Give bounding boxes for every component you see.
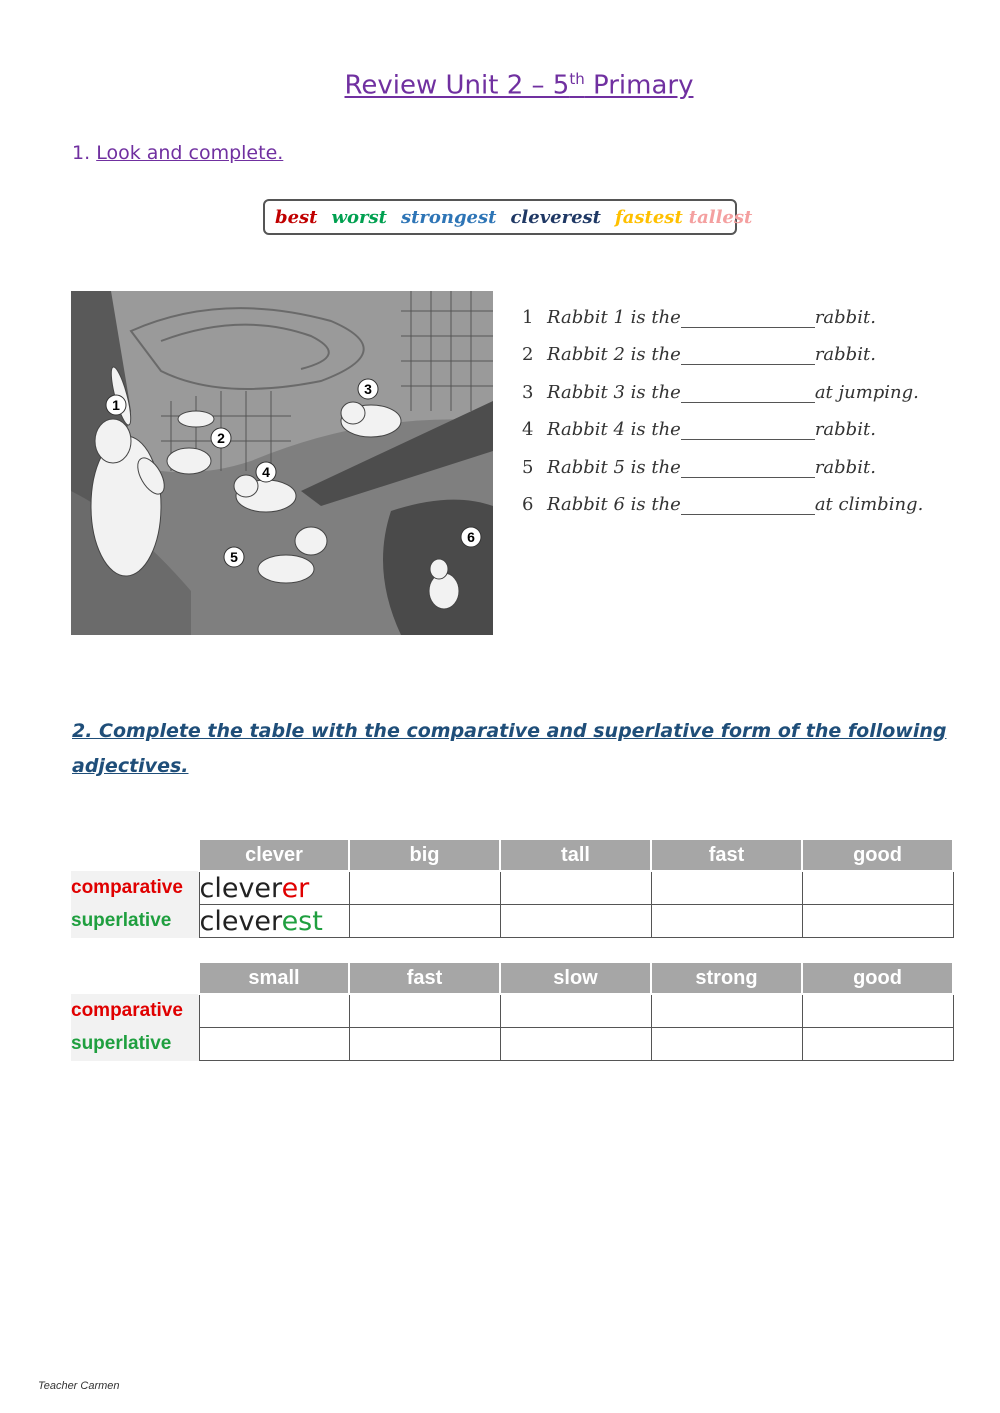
answer-blank[interactable] [681, 496, 815, 515]
table-header: good [802, 962, 953, 994]
picture-label: 5 [230, 549, 238, 565]
word-bank-item: tallest [688, 206, 753, 228]
table-header: good [802, 839, 953, 871]
answer-cell[interactable] [349, 994, 500, 1028]
answer-cell[interactable] [199, 994, 349, 1028]
answer-cell[interactable] [802, 905, 953, 938]
sentence-item: 3 Rabbit 3 is the at jumping. [522, 381, 919, 403]
picture-label: 1 [112, 397, 120, 413]
answer-cell[interactable] [802, 1028, 953, 1061]
word-bank-item: best [275, 206, 318, 228]
table-header: fast [349, 962, 500, 994]
answer-cell[interactable] [500, 871, 651, 905]
table-row [71, 1028, 953, 1061]
answer-cell[interactable] [500, 1028, 651, 1061]
table-header: strong [651, 962, 802, 994]
footer-author: Teacher Carmen [38, 1380, 120, 1392]
table-header: small [199, 962, 349, 994]
answer-blank[interactable] [681, 421, 815, 440]
row-label-comparative: comparative [71, 994, 199, 1028]
adjectives-table-1 [71, 838, 954, 938]
word-bank-item: worst [331, 206, 387, 228]
picture-label: 4 [262, 464, 270, 480]
table-header: slow [500, 962, 651, 994]
answer-cell[interactable] [500, 905, 651, 938]
rabbits-illustration [71, 291, 493, 635]
sentence-item: 1 Rabbit 1 is the rabbit. [522, 306, 876, 328]
picture-label: 2 [217, 430, 225, 446]
answer-cell[interactable] [651, 994, 802, 1028]
row-label-comparative: comparative [71, 871, 199, 905]
table-row [71, 871, 953, 905]
answer-blank[interactable] [681, 346, 815, 365]
answer-blank[interactable] [681, 309, 815, 328]
example-answer: cleverest [199, 905, 349, 938]
answer-cell[interactable] [651, 905, 802, 938]
answer-cell[interactable] [802, 994, 953, 1028]
answer-cell[interactable] [500, 994, 651, 1028]
table-header: fast [651, 839, 802, 871]
table-header: big [349, 839, 500, 871]
row-label-superlative: superlative [71, 905, 199, 938]
table-corner [71, 839, 199, 871]
answer-cell[interactable] [802, 871, 953, 905]
answer-cell[interactable] [651, 1028, 802, 1061]
table-header: tall [500, 839, 651, 871]
sentence-item: 2 Rabbit 2 is the rabbit. [522, 344, 876, 365]
table-corner [71, 962, 199, 994]
section-2-heading: 2. Complete the table with the comparative and superlative form of the following adjectives. [72, 720, 947, 777]
sentence-item: 4 Rabbit 4 is the rabbit. [522, 419, 876, 440]
word-bank-item: strongest [400, 206, 497, 228]
example-answer: cleverer [199, 871, 349, 905]
answer-cell[interactable] [199, 1028, 349, 1061]
adjectives-table-2 [71, 961, 954, 1061]
answer-cell[interactable] [349, 871, 500, 905]
row-label-superlative: superlative [71, 1028, 199, 1061]
table-row [71, 994, 953, 1028]
table-row [71, 905, 953, 938]
section-1-heading: 1. Look and complete. [72, 142, 284, 164]
answer-blank[interactable] [681, 384, 815, 403]
rabbits-scene [71, 291, 493, 635]
picture-label: 6 [467, 529, 475, 545]
picture-label: 3 [364, 381, 372, 397]
sentence-item: 5 Rabbit 5 is the rabbit. [522, 456, 876, 478]
answer-cell[interactable] [651, 871, 802, 905]
table-header: clever [199, 839, 349, 871]
word-bank-item: fastest [615, 206, 683, 228]
sentence-item: 6 Rabbit 6 is the at climbing. [522, 494, 924, 515]
answer-cell[interactable] [349, 905, 500, 938]
answer-blank[interactable] [681, 459, 815, 478]
page-title: Review Unit 2 – 5th Primary [344, 70, 694, 101]
answer-cell[interactable] [349, 1028, 500, 1061]
sentence-list [522, 290, 923, 515]
word-bank-item: cleverest [510, 206, 601, 228]
word-bank [263, 199, 753, 235]
